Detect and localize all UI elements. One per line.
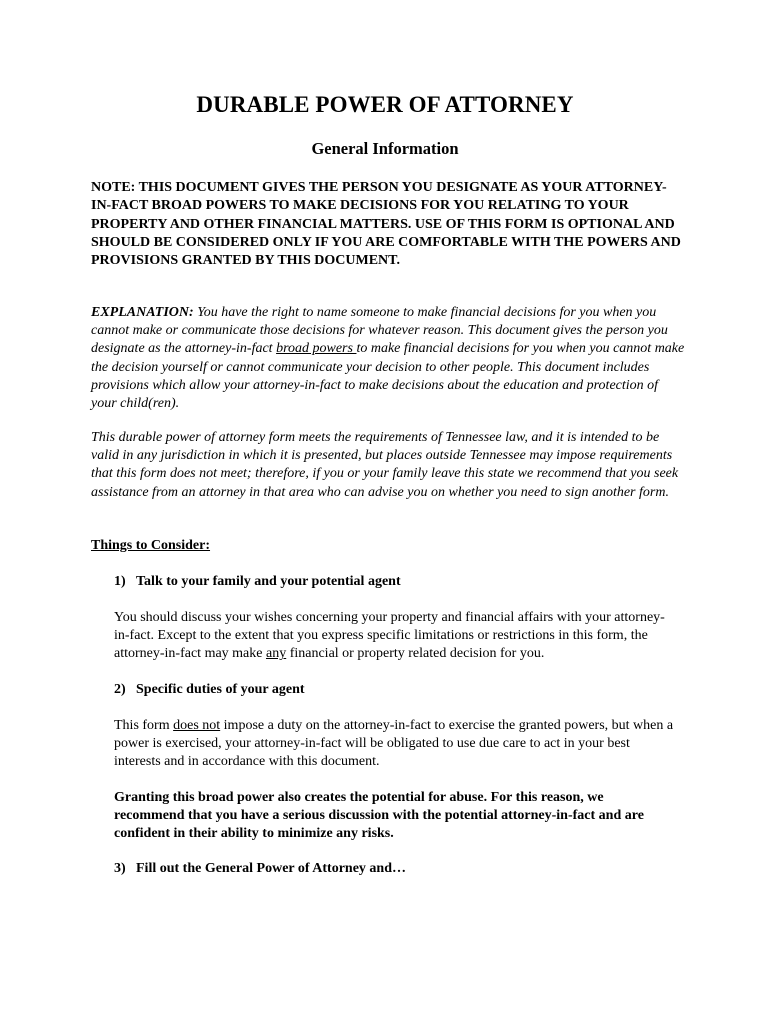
explanation-paragraph [91, 304, 686, 413]
item-1-heading-text: Talk to your family and your potential agent [136, 574, 401, 589]
item-2-text-after: impose a duty on the attorney-in-fact to exercise the granted powers, but when a power is exercised, your attorney-in-fact will be obligated to use due care to act in your best interests and in accordance with this document. [114, 718, 674, 770]
item-1-number: 1) [114, 574, 126, 589]
item-3-heading [114, 861, 406, 877]
item-2-heading [114, 682, 305, 698]
item-3-number: 3) [114, 861, 126, 876]
item-1-text-after: financial or property related decision for you. [286, 646, 545, 662]
item-1-body [114, 609, 674, 664]
explanation-text-after: to make financial decisions for you when you cannot make the decision yourself or cannot communicate your decision to other people. This document includes provisions which allow your attorney-in-fact to make decisions about the education and protection of your child(ren). [91, 341, 685, 412]
item-2-text-before: This form [114, 718, 174, 733]
item-2-body [114, 717, 674, 772]
explanation-text-before: You have the right to name someone to make financial decisions for you when you cannot make or communicate those decisions for whatever reason. This document gives the person you designate as the attorney-in-fact [91, 305, 668, 357]
item-2-underlined: does not [173, 718, 221, 733]
item-1-underlined: any [265, 646, 287, 662]
tennessee-paragraph: This durable power of attorney form meets the requirements of Tennessee law, and it is intended to be valid in any jurisdiction in which it is presented, but places outside Tennessee may impose requirements that this form does not meet; therefore, if you or your family leave this state we recommend that you seek assistance from an attorney in that area who can advise you on whether you need to sign another form. [91, 430, 679, 500]
item-1-text-before: You should discuss your wishes concerning your property and financial affairs with your attorney-in-fact. Except to the extent that you express specific limitations or restrictions in this form, the attorney-in-fact may make [114, 610, 665, 662]
item-3-heading-text: Fill out the General Power of Attorney and… [136, 861, 406, 876]
item-2-heading-text: Specific duties of your agent [136, 682, 305, 697]
things-to-consider-heading: Things to Consider: [91, 538, 211, 553]
item-1-heading [114, 574, 401, 590]
explanation-label: EXPLANATION: [91, 305, 194, 320]
document-title: DURABLE POWER OF ATTORNEY [196, 92, 574, 117]
section-subtitle: General Information [311, 139, 459, 158]
broad-powers-underlined: broad powers [276, 341, 357, 357]
note-paragraph: NOTE: THIS DOCUMENT GIVES THE PERSON YOU DESIGNATE AS YOUR ATTORNEY-IN-FACT BROAD POWERS TO MAKE DECISIONS FOR YOU RELATING TO YOUR PROPERTY AND OTHER FINANCIAL MATTERS. USE OF THIS FORM IS OPTIONAL AND SHOULD BE CONSIDERED ONLY IF YOU ARE COMFORTABLE WITH THE POWERS AND PROVISIONS GRANTED BY THIS DOCUMENT. [91, 180, 681, 269]
item-2-warning: Granting this broad power also creates the potential for abuse. For this reason, we recommend that you have a serious discussion with the potential attorney-in-fact and are confident in their ability to minimize any risks. [114, 790, 644, 842]
item-2-number: 2) [114, 682, 126, 697]
